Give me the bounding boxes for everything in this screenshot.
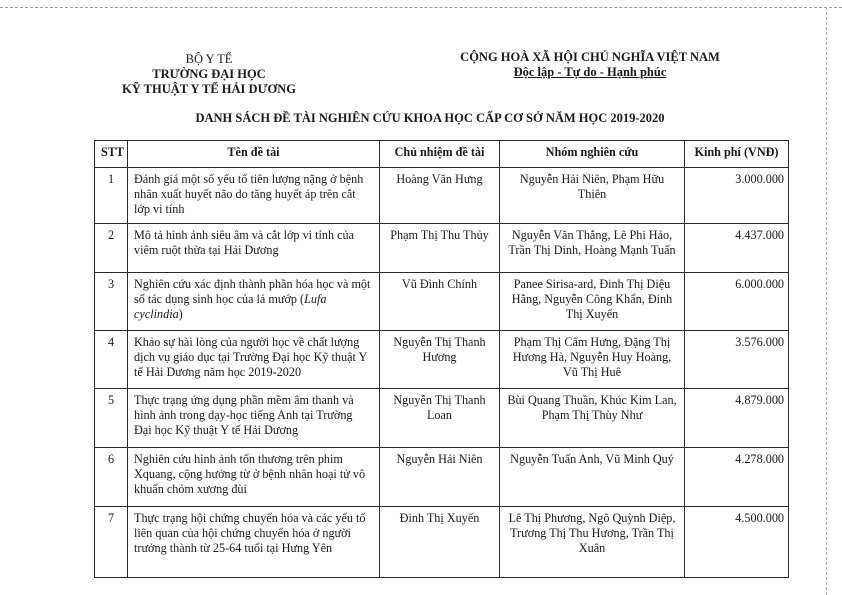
row-budget: 3.000.000 — [685, 168, 789, 224]
country-name: CỘNG HOÀ XÃ HỘI CHỦ NGHĨA VIỆT NAM — [460, 50, 720, 64]
table-row — [95, 224, 789, 273]
research-topics-table — [94, 140, 789, 578]
row-topic — [128, 273, 380, 331]
row-members: Bùi Quang Thuần, Khúc Kim Lan, Phạm Thị Thùy Như — [500, 389, 685, 448]
row-stt: 2 — [95, 224, 128, 273]
row-topic-text-end: ) — [178, 307, 183, 321]
school-name-line1: TRƯỜNG ĐẠI HỌC — [152, 67, 266, 81]
document-title: DANH SÁCH ĐỀ TÀI NGHIÊN CỨU KHOA HỌC CẤP CƠ SỞ NĂM HỌC 2019-2020 — [195, 111, 665, 125]
row-members: Panee Sirisa-ard, Đinh Thị Diệu Hằng, Nguyễn Công Khẩn, Đinh Thị Xuyến — [500, 273, 685, 331]
row-lead: Vũ Đình Chính — [380, 273, 500, 331]
table-row — [95, 331, 789, 389]
ministry-name: BỘ Y TẾ — [185, 52, 233, 66]
row-lead: Nguyễn Thị Thanh Hương — [380, 331, 500, 389]
column-header-budget: Kinh phí (VNĐ) — [685, 141, 789, 168]
table-header-row — [95, 141, 789, 168]
row-topic: Mô tả hình ảnh siêu âm và cắt lớp vi tính của viêm ruột thừa tại Hải Dương — [128, 224, 380, 273]
row-lead: Nguyễn Hải Niên — [380, 448, 500, 507]
row-members: Phạm Thị Cẩm Hưng, Đặng Thị Hương Hà, Nguyễn Huy Hoàng, Vũ Thị Huê — [500, 331, 685, 389]
table-row — [95, 273, 789, 331]
row-stt: 4 — [95, 331, 128, 389]
row-topic-text: Nghiên cứu xác định thành phần hóa học và một số tác dụng sinh học của lá mướp ( — [134, 277, 371, 306]
row-stt: 1 — [95, 168, 128, 224]
row-members: Nguyễn Tuấn Anh, Vũ Minh Quý — [500, 448, 685, 507]
row-budget: 6.000.000 — [685, 273, 789, 331]
national-header — [430, 50, 750, 80]
table-row — [95, 389, 789, 448]
row-budget: 4.500.000 — [685, 507, 789, 578]
row-stt: 6 — [95, 448, 128, 507]
species-name: Lufa cyclindia — [134, 292, 327, 321]
row-lead: Hoàng Văn Hưng — [380, 168, 500, 224]
page-right-border — [826, 7, 827, 595]
institution-header — [96, 52, 322, 97]
row-budget: 4.879.000 — [685, 389, 789, 448]
row-lead: Nguyễn Thị Thanh Loan — [380, 389, 500, 448]
column-header-stt: STT — [95, 141, 128, 168]
row-topic: Thực trạng ứng dụng phần mềm âm thanh và hình ảnh trong dạy-học tiếng Anh tại Trường Đại học Kỹ thuật Y tế Hải Dương — [128, 389, 380, 448]
table-row — [95, 168, 789, 224]
row-members: Nguyễn Văn Thắng, Lê Phi Hảo, Trần Thị Dinh, Hoàng Mạnh Tuấn — [500, 224, 685, 273]
table-row — [95, 507, 789, 578]
school-name-line2: KỸ THUẬT Y TẾ HẢI DƯƠNG — [122, 82, 296, 96]
national-motto: Độc lập - Tự do - Hạnh phúc — [513, 65, 667, 79]
row-topic: Thực trạng hội chứng chuyển hóa và các yếu tố liên quan của hội chứng chuyển hóa ở người trưởng thành từ 25-64 tuổi tại Hưng Yên — [128, 507, 380, 578]
row-topic: Đánh giá một số yếu tố tiên lượng nặng ở bệnh nhân xuất huyết não do tăng huyết áp trên cắt lớp vi tính — [128, 168, 380, 224]
table-row — [95, 448, 789, 507]
column-header-lead: Chủ nhiệm đề tài — [380, 141, 500, 168]
row-budget: 4.278.000 — [685, 448, 789, 507]
column-header-topic: Tên đề tài — [128, 141, 380, 168]
column-header-members: Nhóm nghiên cứu — [500, 141, 685, 168]
row-members: Lê Thị Phương, Ngô Quỳnh Diệp, Trương Thị Thu Hương, Trần Thị Xuân — [500, 507, 685, 578]
row-budget: 3.576.000 — [685, 331, 789, 389]
row-stt: 7 — [95, 507, 128, 578]
row-topic: Nghiên cứu hình ảnh tổn thương trên phim Xquang, cộng hưởng từ ở bệnh nhân hoại tử vô khuẩn chỏm xương đùi — [128, 448, 380, 507]
row-members: Nguyễn Hải Niên, Phạm Hữu Thiên — [500, 168, 685, 224]
row-lead: Phạm Thị Thu Thủy — [380, 224, 500, 273]
row-budget: 4.437.000 — [685, 224, 789, 273]
row-stt: 5 — [95, 389, 128, 448]
page-top-border — [0, 7, 842, 8]
row-stt: 3 — [95, 273, 128, 331]
row-lead: Đinh Thị Xuyến — [380, 507, 500, 578]
row-topic: Khảo sự hài lòng của người học về chất lượng dịch vụ giáo dục tại Trường Đại học Kỹ thuật Y tế Hải Dương năm học 2019-2020 — [128, 331, 380, 389]
